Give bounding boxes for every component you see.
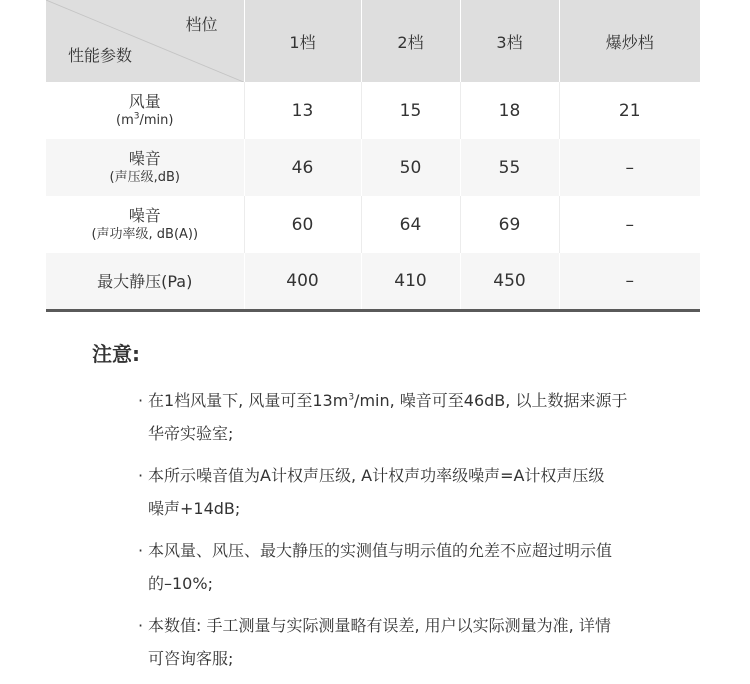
- note-line: 本所示噪音值为A计权声压级, A计权声功率级噪声=A计权声压级: [148, 466, 605, 485]
- note-item: [138, 609, 638, 675]
- param-cell: [46, 139, 244, 196]
- corner-header-cell: [46, 0, 244, 82]
- value-cell: –: [559, 196, 700, 253]
- bullet-mark: ·: [138, 616, 144, 635]
- value-cell: 13: [244, 82, 361, 139]
- param-label: 噪音: [128, 206, 161, 225]
- table-header-row: [46, 0, 700, 82]
- table-row-noise-pressure: [46, 139, 700, 196]
- note-line: 的–10%;: [148, 574, 213, 593]
- value-cell: 18: [460, 82, 559, 139]
- bullet-mark: ·: [138, 391, 144, 410]
- note-line: 本风量、风压、最大静压的实测值与明示值的允差不应超过明示值: [148, 541, 613, 560]
- value-cell: 21: [559, 82, 700, 139]
- corner-label-level: 档位: [185, 15, 218, 34]
- table-row-noise-power: [46, 196, 700, 253]
- header-level-stirfry: 爆炒档: [559, 0, 700, 82]
- notes-list: [138, 384, 638, 684]
- note-item: [138, 459, 638, 525]
- value-cell: 50: [361, 139, 460, 196]
- note-item: [138, 384, 638, 450]
- value-cell: 400: [244, 253, 361, 310]
- header-level-1: 1档: [244, 0, 361, 82]
- header-level-3: 3档: [460, 0, 559, 82]
- notes-title: 注意:: [92, 342, 140, 366]
- note-line: 可咨询客服;: [148, 649, 234, 668]
- performance-spec-table: [46, 0, 700, 312]
- bullet-mark: ·: [138, 541, 144, 560]
- value-cell: 46: [244, 139, 361, 196]
- value-cell: 55: [460, 139, 559, 196]
- note-line: 在1档风量下, 风量可至$13m^3/\min$, 噪音可至46dB, 以上数据来源于: [148, 391, 628, 410]
- value-cell: –: [559, 139, 700, 196]
- param-cell: [46, 253, 244, 310]
- value-cell: –: [559, 253, 700, 310]
- header-level-2: 2档: [361, 0, 460, 82]
- param-label: 最大静压(Pa): [97, 272, 193, 292]
- note-line: 噪声+14dB;: [148, 499, 241, 518]
- corner-label-parameter: 性能参数: [68, 46, 133, 65]
- value-cell: 15: [361, 82, 460, 139]
- note-line: 本数值: 手工测量与实际测量略有误差, 用户以实际测量为准, 详情: [148, 616, 611, 635]
- param-cell: [46, 196, 244, 253]
- param-label: 噪音: [128, 149, 161, 168]
- note-line: 华帝实验室;: [148, 424, 234, 443]
- bullet-mark: ·: [138, 466, 144, 485]
- param-cell: [46, 82, 244, 139]
- param-label: 风量: [128, 92, 161, 111]
- value-cell: 60: [244, 196, 361, 253]
- value-cell: 410: [361, 253, 460, 310]
- value-cell: 450: [460, 253, 559, 310]
- note-item: [138, 534, 638, 600]
- table-row-airflow: [46, 82, 700, 139]
- param-unit: (声功率级, dB(A)): [91, 227, 199, 242]
- value-cell: 69: [460, 196, 559, 253]
- table-row-max-static-pressure: [46, 253, 700, 310]
- param-unit: (声压级,dB): [109, 170, 180, 185]
- value-cell: 64: [361, 196, 460, 253]
- param-unit: $(m^3/\min)$: [116, 111, 174, 128]
